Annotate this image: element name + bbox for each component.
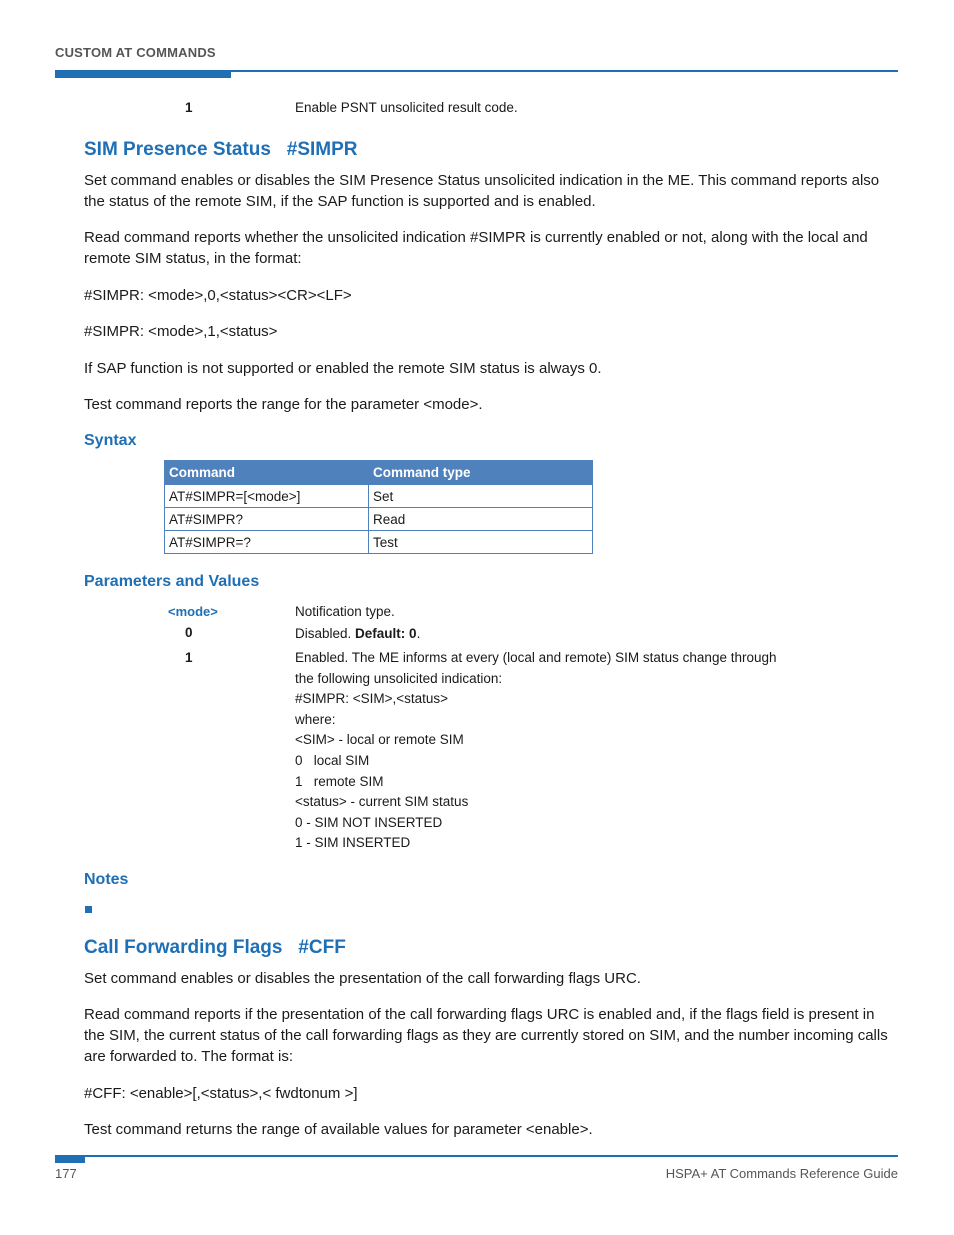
cff-heading: Call Forwarding Flags #CFF bbox=[84, 937, 346, 958]
simpr-heading: SIM Presence Status #SIMPR bbox=[84, 139, 358, 160]
column-header-command-type: Command type bbox=[369, 461, 593, 485]
table-cell-command: AT#SIMPR=? bbox=[165, 531, 369, 554]
table-cell-command: AT#SIMPR? bbox=[165, 508, 369, 531]
desc-line: <SIM> - local or remote SIM bbox=[295, 732, 464, 748]
syntax-table bbox=[164, 460, 593, 554]
simpr-format-2: #SIMPR: <mode>,1,<status> bbox=[84, 323, 278, 340]
prev-value: 1 bbox=[185, 100, 193, 115]
column-header-command: Command bbox=[165, 461, 369, 485]
cff-paragraph-3: Test command returns the range of available values for parameter <enable>. bbox=[84, 1121, 593, 1138]
simpr-paragraph-1: Set command enables or disables the SIM Presence Status unsolicited indication in the ME. This command reports also the status of the remote SIM, if the SAP function is supported and is enabled. bbox=[84, 172, 880, 210]
simpr-paragraph-2: Read command reports whether the unsolicited indication #SIMPR is currently enabled or not, along with the local and remote SIM status, in the format: bbox=[84, 229, 868, 267]
table-cell-type: Set bbox=[369, 485, 593, 508]
param-value-1-desc bbox=[295, 648, 855, 854]
running-header: CUSTOM AT COMMANDS bbox=[55, 45, 216, 60]
simpr-format-1: #SIMPR: <mode>,0,<status><CR><LF> bbox=[84, 287, 352, 304]
simpr-paragraph-4: Test command reports the range for the parameter <mode>. bbox=[84, 396, 483, 413]
desc-line: #SIMPR: <SIM>,<status> bbox=[295, 691, 449, 707]
syntax-table-header-row bbox=[165, 461, 593, 485]
desc-line: <status> - current SIM status bbox=[295, 794, 469, 810]
prev-value-desc: Enable PSNT unsolicited result code. bbox=[295, 100, 518, 115]
cff-format: #CFF: <enable>[,<status>,< fwdtonum >] bbox=[84, 1085, 358, 1102]
simpr-paragraph-3: If SAP function is not supported or enabled the remote SIM status is always 0. bbox=[84, 360, 602, 377]
desc-line: where: bbox=[295, 711, 336, 727]
table-cell-type: Read bbox=[369, 508, 593, 531]
desc-line: Enabled. The ME informs at every (local and remote) SIM status change through bbox=[295, 650, 777, 665]
syntax-heading: Syntax bbox=[84, 432, 137, 449]
value-0-end: . bbox=[416, 626, 421, 641]
desc-line: the following unsolicited indication: bbox=[295, 670, 503, 686]
value-0-text: Disabled. bbox=[295, 626, 356, 641]
table-row bbox=[165, 508, 593, 531]
footer-title: HSPA+ AT Commands Reference Guide bbox=[665, 1166, 898, 1181]
desc-line: 0 - SIM NOT INSERTED bbox=[295, 814, 443, 830]
parameters-heading: Parameters and Values bbox=[84, 573, 260, 590]
cff-paragraph-1: Set command enables or disables the presentation of the call forwarding flags URC. bbox=[84, 970, 641, 987]
bullet-icon bbox=[85, 906, 92, 913]
desc-line: 1 - SIM INSERTED bbox=[295, 835, 411, 851]
desc-line: 1 remote SIM bbox=[295, 773, 384, 789]
header-accent-bar bbox=[55, 70, 231, 78]
param-name-mode: <mode> bbox=[168, 604, 218, 619]
table-cell-type: Test bbox=[369, 531, 593, 554]
footer-accent-bar bbox=[55, 1155, 85, 1163]
value-0-default: Default: 0 bbox=[355, 626, 417, 641]
notes-heading: Notes bbox=[84, 871, 129, 888]
table-cell-command: AT#SIMPR=[<mode>] bbox=[165, 485, 369, 508]
param-value-0-desc bbox=[295, 624, 855, 645]
param-value-1: 1 bbox=[185, 650, 193, 665]
footer-rule bbox=[55, 1155, 898, 1157]
desc-line: 0 local SIM bbox=[295, 752, 370, 768]
table-row bbox=[165, 531, 593, 554]
cff-paragraph-2: Read command reports if the presentation of the call forwarding flags URC is enabled and, if the flags field is present in the SIM, the current status of the call forwarding flags as they are currently stored on SIM, and the number incoming calls are forwarded to. The format is: bbox=[84, 1006, 888, 1065]
page-number: 177 bbox=[55, 1166, 77, 1181]
table-row bbox=[165, 485, 593, 508]
param-value-0: 0 bbox=[185, 625, 193, 640]
param-desc-mode: Notification type. bbox=[295, 604, 395, 619]
